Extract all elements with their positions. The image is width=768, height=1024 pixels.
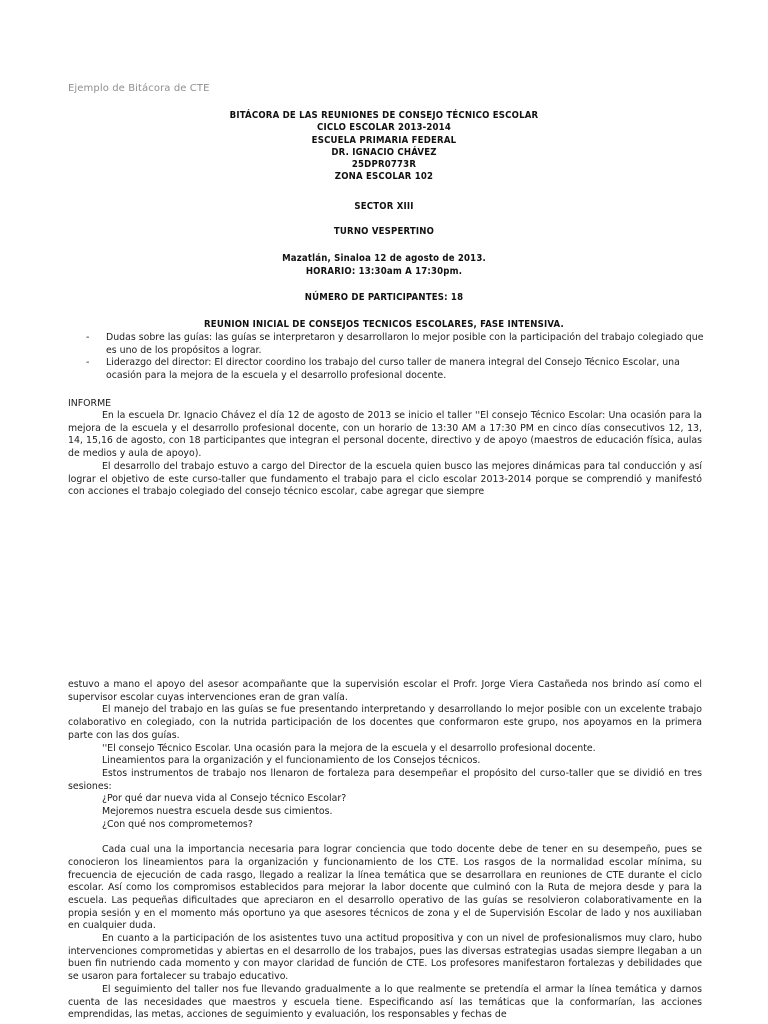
- paragraph: estuvo a mano el apoyo del asesor acompañante que la supervisión escolar el Profr. Jorge Viera Castañeda nos brindo así como el supervisor escolar cuyas intervenciones eran de gran valía.: [68, 679, 702, 703]
- header-title: BITÁCORA DE LAS REUNIONES DE CONSEJO TÉCNICO ESCOLAR: [229, 110, 539, 121]
- spacer: [68, 831, 702, 844]
- document-header: [0, 110, 768, 184]
- paragraph: ''El consejo Técnico Escolar. Una ocasión para la mejora de la escuela y el desarrollo profesional docente.: [102, 742, 596, 754]
- header-place-date: Mazatlán, Sinaloa 12 de agosto de 2013.: [282, 253, 486, 264]
- question-3: ¿Con qué nos comprometemos?: [102, 818, 253, 830]
- header-school-code: 25DPR0773R: [351, 159, 417, 171]
- list-item: [68, 357, 708, 382]
- header-schedule: HORARIO: 13:30am A 17:30pm.: [305, 266, 463, 277]
- bullet-text: Dudas sobre las guías: las guías se interpretaron y desarrollaron lo mejor posible con la participación del trabajo colegiado que es uno de los propósitos a lograr.: [106, 332, 704, 356]
- header-cycle: CICLO ESCOLAR 2013-2014: [317, 122, 451, 134]
- example-label: Ejemplo de Bitácora de CTE: [68, 83, 210, 94]
- header-zone: ZONA ESCOLAR 102: [334, 171, 434, 183]
- header-sector: SECTOR XIII: [354, 201, 414, 212]
- list-item: [68, 332, 708, 357]
- bullet-dash: -: [86, 332, 90, 343]
- header-turno: TURNO VESPERTINO: [333, 226, 435, 237]
- lower-text: [68, 679, 702, 1022]
- paragraph: El seguimiento del taller nos fue llevando gradualmente a lo que realmente se pretendía el armar la línea temática y darnos cuenta de las necesidades que maestros y escuela tiene. Especificando así las temáticas que la conformarían, las acciones emprendidas, las metas, acciones de seguimiento y evaluación, los responsables y fechas de: [68, 983, 702, 1021]
- paragraph: En cuanto a la participación de los asistentes tuvo una actitud propositiva y con un nivel de profesionalismos muy claro, hubo intervenciones comprometidas y abiertas en el desarrollo de los trabajos, pues las diversas estrategias usadas siempre llegaban a un buen fin nutriendo cada momento y con mayor claridad de función de CTE. Los profesores manifestaron fortalezas y debilidades que se usaron para fortalecer su trabajo educativo.: [68, 933, 702, 983]
- paragraph: Cada cual una la importancia necesaria para lograr conciencia que todo docente debe de tener en su desempeño, pues se conocieron los lineamientos para la organización y funcionamiento de los CTE. Los rasgos de la normalidad escolar mínima, su frecuencia de ejecución de cada rasgo, llegado a realizar la línea temática que se desarrollara en reuniones de CTE durante el ciclo escolar. Así como los compromisos establecidos para mejorar la labor docente que culminó con la Ruta de mejora desde y para la escuela. Las pequeñas dificultades que apreciaron en el desarrollo operativo de las guías se resolvieron colaborativamente en la propia sesión y en el momento más oportuno ya que asesores técnicos de zona y el de Supervisión Escolar de lado y nos auxiliaban en cualquier duda.: [68, 844, 702, 932]
- header-school-type: ESCUELA PRIMARIA FEDERAL: [311, 134, 457, 146]
- header-participants: NÚMERO DE PARTICIPANTES: 18: [304, 292, 464, 303]
- question-1: ¿Por qué dar nueva vida al Consejo técnico Escolar?: [102, 793, 347, 805]
- informe-heading: INFORME: [68, 398, 112, 409]
- bullet-dash: -: [86, 357, 90, 368]
- paragraph: El desarrollo del trabajo estuvo a cargo del Director de la escuela quien busco las mejores dinámicas para tal conducción y así lograr el objetivo de este curso-taller que fundamento el trabajo para el ciclo escolar 2013-2014 porque se comprendió y manifestó con acciones el trabajo colegiado del consejo técnico escolar, cabe agregar que siempre: [68, 460, 702, 498]
- paragraph: El manejo del trabajo en las guías se fue presentando interpretando y desarrollando lo mejor posible con un excelente trabajo colaborativo en colegiado, con la nutrida participación de los docentes que conformaron este grupo, nos apoyamos en la primera parte con las dos guías.: [68, 704, 702, 741]
- paragraph: En la escuela Dr. Ignacio Chávez el día 12 de agosto de 2013 se inicio el taller ''El consejo Técnico Escolar: Una ocasión para la mejora de la escuela y el desarrollo profesional docente, con un horario de 13:30 AM a 17:30 PM en cinco días consecutivos 12, 13, 14, 15,16 de agosto, con 18 participantes que integran el personal docente, directivo y de apoyo (maestros de educación física, aulas de medios y aula de apoyo).: [68, 410, 702, 460]
- bullet-text: Liderazgo del director: El director coordino los trabajo del curso taller de manera integral del Consejo Técnico Escolar, una ocasión para la mejora de la escuela y el desarrollo profesional docente.: [106, 357, 680, 381]
- paragraph: Estos instrumentos de trabajo nos llenaron de fortaleza para desempeñar el propósito del curso-taller que se dividió en tres sesiones:: [68, 767, 702, 792]
- question-2: Mejoremos nuestra escuela desde sus cimientos.: [102, 806, 333, 818]
- header-meeting: REUNION INICIAL DE CONSEJOS TECNICOS ESCOLARES, FASE INTENSIVA.: [204, 319, 564, 330]
- header-school-name: DR. IGNACIO CHÁVEZ: [331, 146, 437, 158]
- bullet-list: [68, 332, 708, 382]
- upper-text: [68, 410, 702, 499]
- paragraph: Lineamientos para la organización y el funcionamiento de los Consejos técnicos.: [102, 755, 481, 767]
